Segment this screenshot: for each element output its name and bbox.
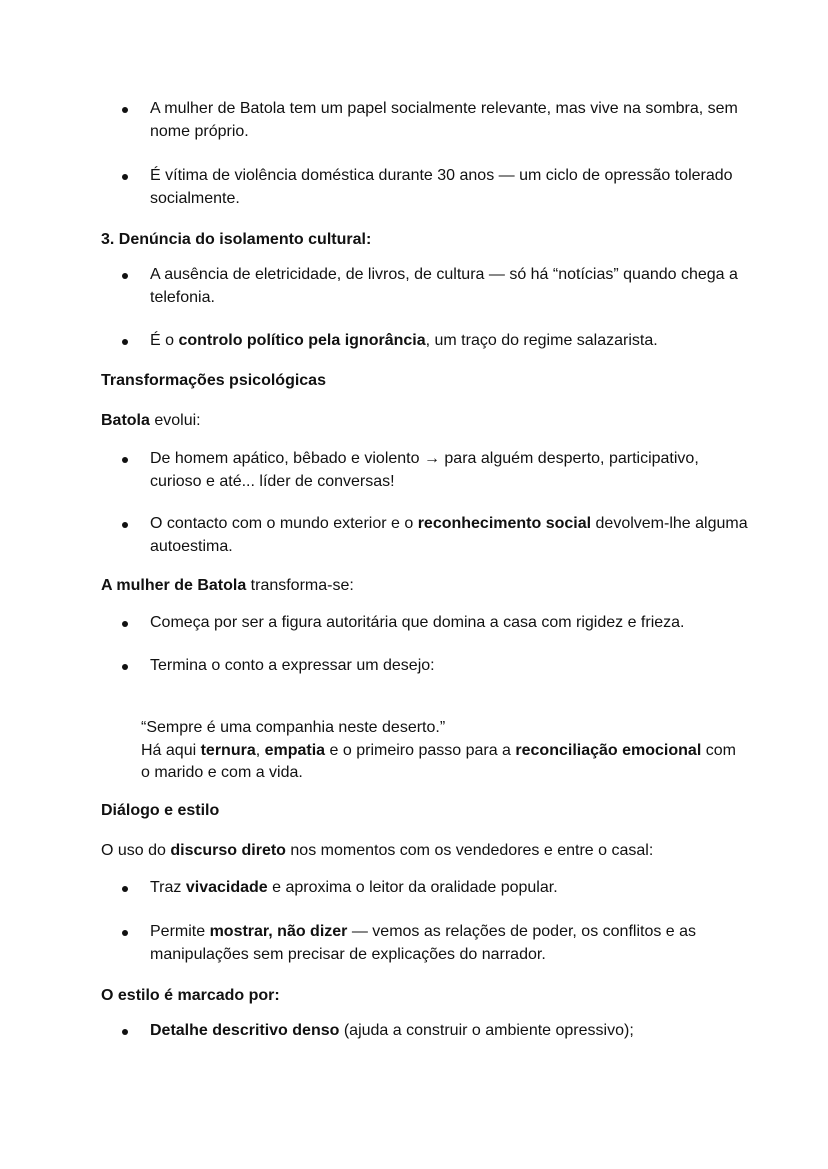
- list-item: De homem apático, bêbado e violento → para alguém desperto, participativo, curioso e até... líder de conversas!: [150, 450, 699, 490]
- quote-text: “Sempre é uma companhia neste deserto.”: [141, 719, 446, 736]
- bullet-dot: [122, 621, 128, 627]
- bullet-dot: [122, 174, 128, 180]
- paragraph: A mulher de Batola transforma-se:: [101, 577, 354, 594]
- bullet-dot: [122, 522, 128, 528]
- bullet-dot: [122, 273, 128, 279]
- section-heading: 3. Denúncia do isolamento cultural:: [101, 231, 372, 248]
- list-item: É o controlo político pela ignorância, um traço do regime salazarista.: [150, 332, 658, 349]
- list-item: A ausência de eletricidade, de livros, de cultura — só há “notícias” quando chega a telefonia.: [150, 266, 738, 306]
- section-heading: O estilo é marcado por:: [101, 987, 280, 1004]
- list-item: É vítima de violência doméstica durante 30 anos — um ciclo de opressão tolerado socialmente.: [150, 167, 733, 207]
- list-item: Traz vivacidade e aproxima o leitor da oralidade popular.: [150, 879, 558, 896]
- list-item: Detalhe descritivo denso (ajuda a construir o ambiente opressivo);: [150, 1022, 634, 1039]
- bullet-dot: [122, 930, 128, 936]
- list-item: A mulher de Batola tem um papel socialmente relevante, mas vive na sombra, sem nome próprio.: [150, 100, 738, 140]
- quote-block: “Sempre é uma companhia neste deserto.” Há aqui ternura, empatia e o primeiro passo para a reconciliação emocional com o marido e com a vida.: [141, 719, 736, 781]
- bullet-dot: [122, 107, 128, 113]
- bullet-dot: [122, 886, 128, 892]
- list-item: Termina o conto a expressar um desejo:: [150, 657, 435, 674]
- list-item: Começa por ser a figura autoritária que domina a casa com rigidez e frieza.: [150, 614, 685, 631]
- list-item: O contacto com o mundo exterior e o reconhecimento social devolvem-lhe alguma autoestima.: [150, 515, 748, 555]
- bullet-dot: [122, 339, 128, 345]
- section-heading: Diálogo e estilo: [101, 802, 220, 819]
- bullet-dot: [122, 1029, 128, 1035]
- bullet-dot: [122, 457, 128, 463]
- list-item: Permite mostrar, não dizer — vemos as relações de poder, os conflitos e as manipulações sem precisar de explicações do narrador.: [150, 923, 697, 963]
- bullet-dot: [122, 664, 128, 670]
- section-heading: Transformações psicológicas: [101, 372, 326, 389]
- paragraph: Batola evolui:: [101, 412, 201, 429]
- paragraph: O uso do discurso direto nos momentos com os vendedores e entre o casal:: [101, 842, 654, 859]
